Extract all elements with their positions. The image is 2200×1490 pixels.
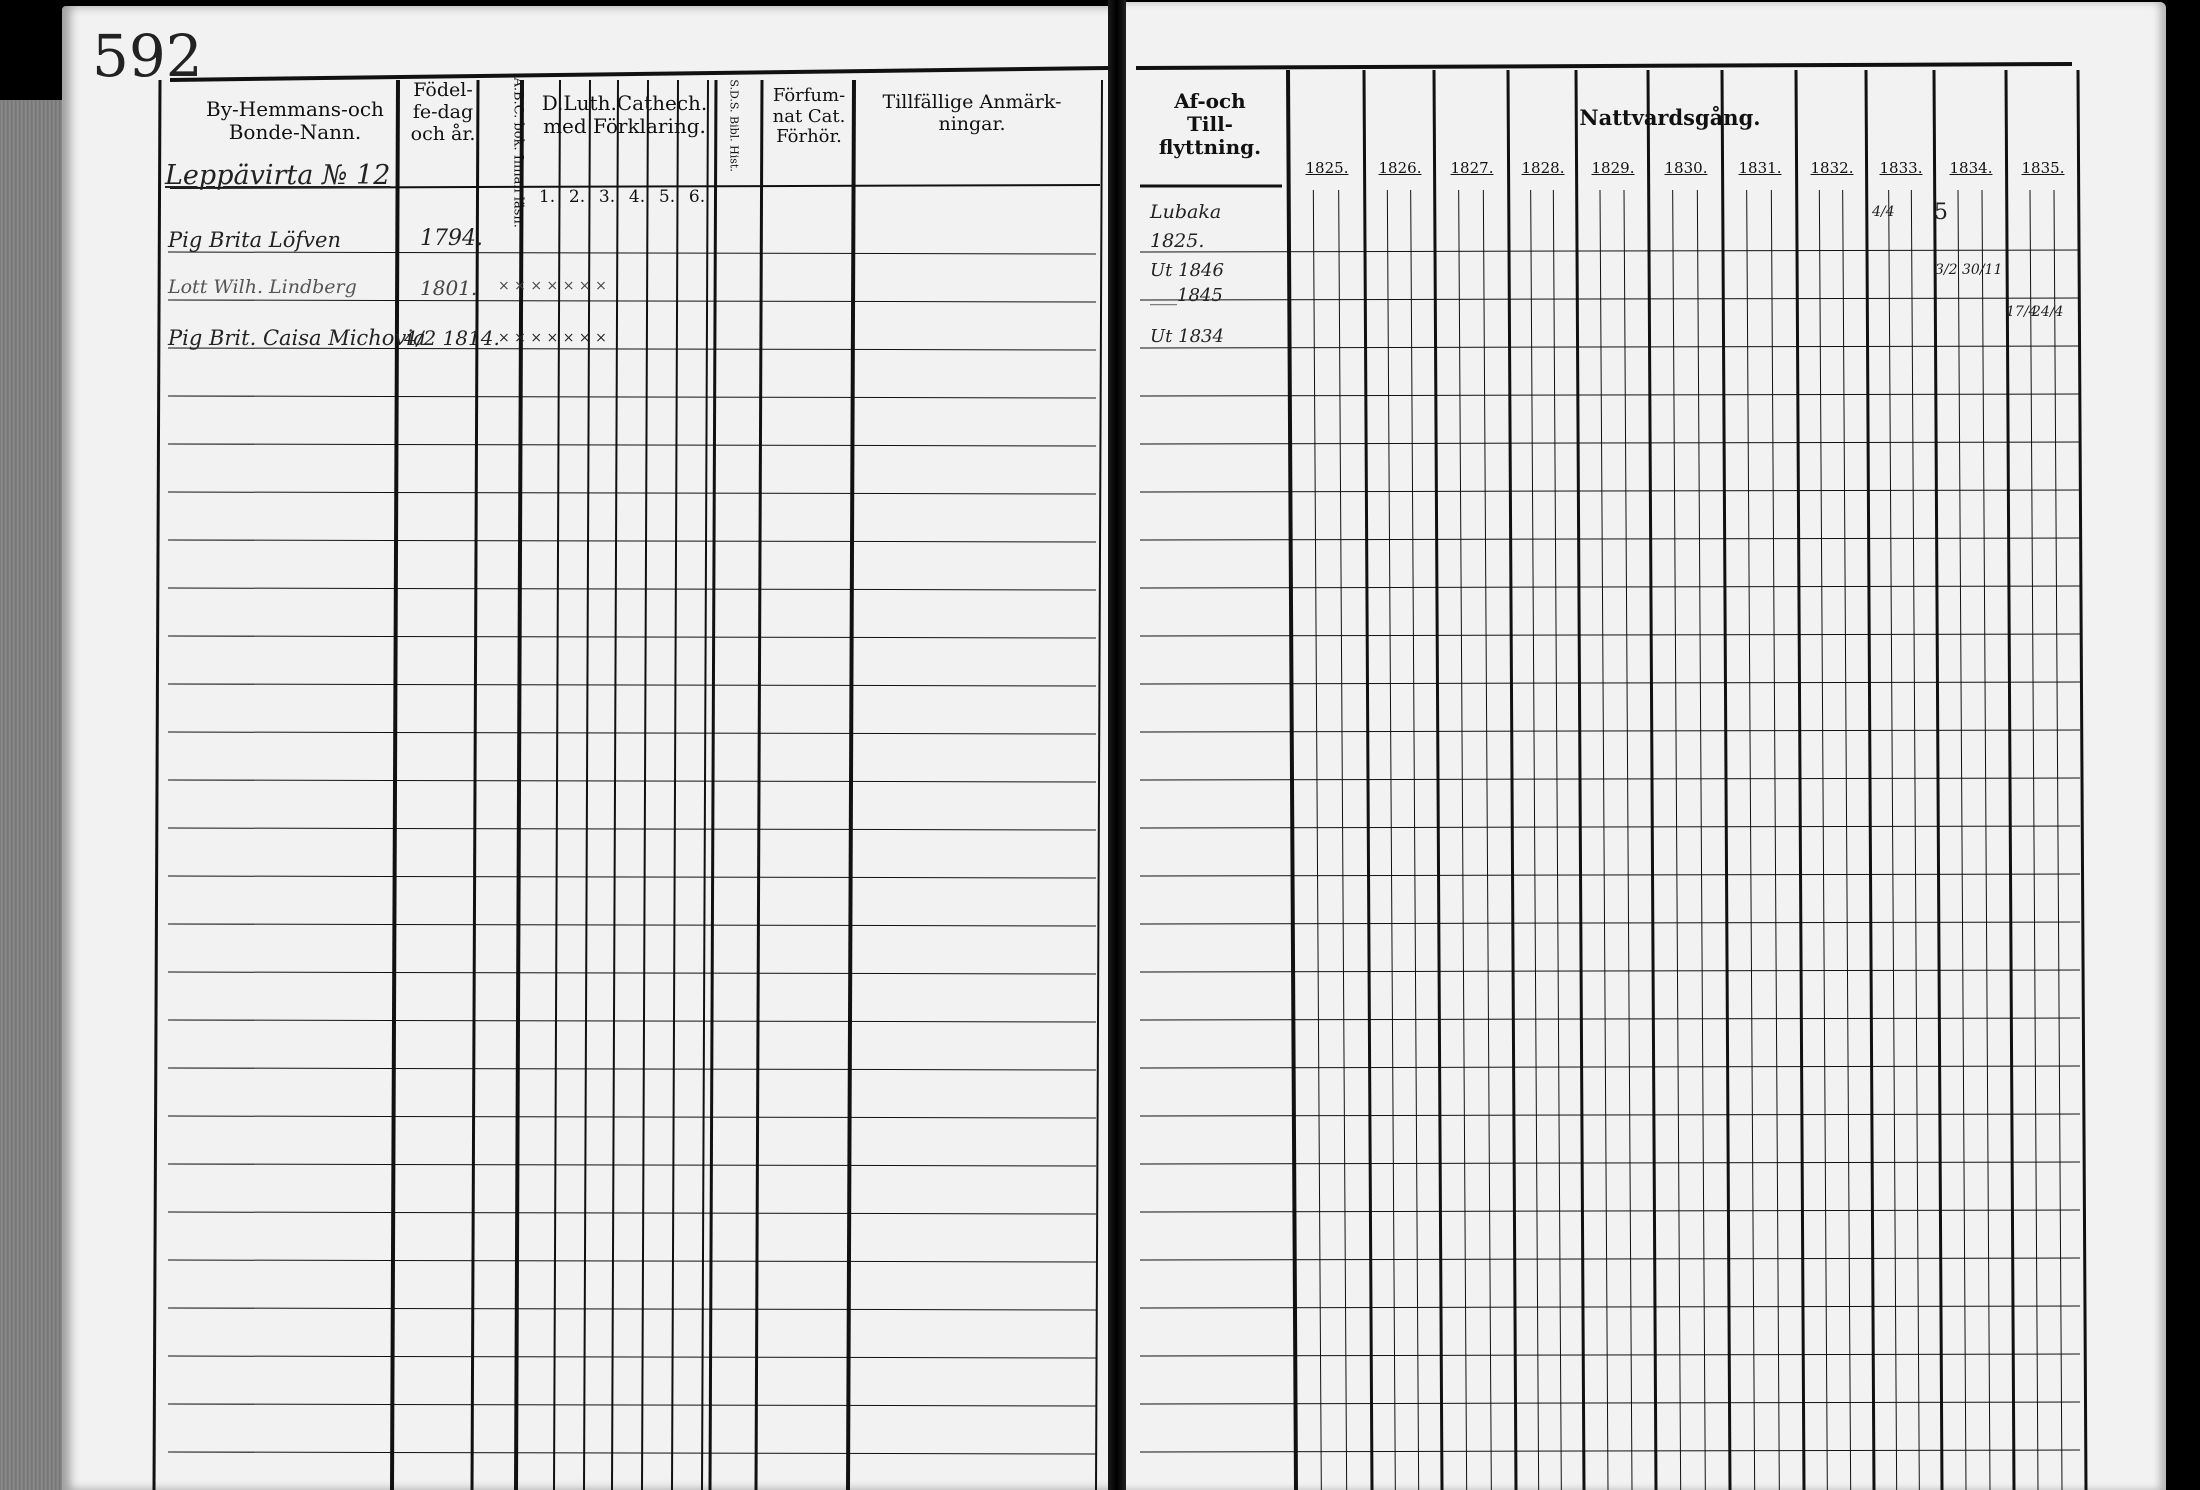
right-sub-line-9-2: [1911, 190, 1919, 1490]
page-number: 592: [92, 22, 203, 90]
cat-number-6: 6.: [688, 187, 706, 207]
entry-marks-3: × × × × × × ×: [498, 330, 607, 346]
right-sub-line-9-1: [1889, 190, 1897, 1490]
left-row-line-15: [168, 924, 1096, 926]
left-row-line-16: [168, 972, 1096, 974]
entry-move-1: Lubaka 1825.: [1150, 201, 1222, 252]
left-row-line-21: [168, 1212, 1096, 1214]
left-row-line-7: [168, 540, 1096, 542]
right-row-line-6: [1140, 490, 2080, 492]
left-top-rule: [170, 68, 1108, 80]
year-label-8: 1832.: [1810, 159, 1854, 177]
left-row-line-23: [168, 1308, 1096, 1310]
right-column-line-3: [1434, 70, 1442, 1490]
left-row-line-19: [168, 1116, 1096, 1118]
left-column-line-11: [710, 80, 716, 1490]
right-sub-line-2-1: [1387, 190, 1395, 1490]
left-row-line-17: [168, 1020, 1096, 1022]
entry-date-3b: 24/4: [2032, 304, 2064, 320]
entry-name-1: Pig Brita Löfven: [168, 228, 341, 252]
left-row-line-10: [168, 684, 1096, 686]
left-row-line-25: [168, 1404, 1096, 1406]
right-row-line-2: [1140, 298, 2080, 300]
entry-marks-2: × × × × × × ×: [498, 278, 607, 294]
right-row-line-4: [1140, 394, 2080, 396]
cat-number-1: 1.: [538, 187, 556, 207]
left-row-line-2: [168, 300, 1096, 302]
right-sub-line-7-1: [1747, 190, 1755, 1490]
year-label-7: 1831.: [1738, 159, 1782, 177]
left-column-line-14: [1096, 80, 1102, 1490]
entry-date-3a: 17/4: [2006, 304, 2038, 320]
right-column-line-5: [1576, 70, 1584, 1490]
year-label-11: 1835.: [2021, 159, 2065, 177]
left-column-line-8: [642, 80, 648, 1490]
left-column-line-13: [848, 80, 854, 1490]
left-column-line-7: [612, 80, 618, 1490]
right-sub-line-3-1: [1459, 190, 1467, 1490]
right-column-line-7: [1722, 70, 1730, 1490]
left-row-line-4: [168, 396, 1096, 398]
left-row-line-14: [168, 876, 1096, 878]
left-row-line-12: [168, 780, 1096, 782]
year-label-1: 1825.: [1305, 159, 1349, 177]
right-column-line-9: [1866, 70, 1874, 1490]
right-sub-line-6-1: [1673, 190, 1681, 1490]
right-column-line-4: [1508, 70, 1516, 1490]
cat-number-5: 5.: [658, 187, 676, 207]
right-sub-line-2-2: [1411, 190, 1419, 1490]
entry-birth-1: 1794.: [420, 226, 483, 251]
right-sub-line-3-2: [1483, 190, 1491, 1490]
header-small-col: S.D.S. Bibl. Hist.: [727, 79, 741, 172]
header-communion: Nattvardsgång.: [1579, 105, 1761, 130]
right-row-line-26: [1140, 1450, 2080, 1452]
right-sub-line-8-1: [1819, 190, 1827, 1490]
right-sub-line-7-2: [1771, 190, 1779, 1490]
right-row-line-23: [1140, 1306, 2080, 1308]
entry-name-2: Lott Wilh. Lindberg: [168, 276, 357, 298]
entry-date-1a: 4/4: [1872, 204, 1895, 220]
right-column-line-11: [2006, 70, 2014, 1490]
right-sub-line-5-1: [1600, 190, 1608, 1490]
right-column-line-10: [1934, 70, 1942, 1490]
right-sub-line-1-1: [1313, 190, 1321, 1490]
left-column-line-9: [672, 80, 678, 1490]
entry-move-2: Ut 1846 ___1845: [1150, 260, 1224, 307]
header-catechism: D.Luth.Cathech. med Förklaring.: [541, 91, 708, 138]
left-row-line-13: [168, 828, 1096, 830]
right-row-line-7: [1140, 538, 2080, 540]
right-sub-line-6-2: [1697, 190, 1705, 1490]
entry-move-3: Ut 1834: [1150, 326, 1224, 347]
right-sub-line-10-2: [1982, 190, 1990, 1490]
left-row-line-9: [168, 636, 1096, 638]
right-sub-line-4-1: [1531, 190, 1539, 1490]
year-label-3: 1827.: [1450, 159, 1494, 177]
right-row-line-3: [1140, 346, 2080, 348]
right-sub-line-5-2: [1624, 190, 1632, 1490]
header-abc-book: A.B.C. bok. Innan läsn.: [510, 77, 526, 228]
left-row-line-22: [168, 1260, 1096, 1262]
left-row-line-5: [168, 444, 1096, 446]
year-label-2: 1826.: [1378, 159, 1422, 177]
right-sub-line-1-2: [1339, 190, 1347, 1490]
right-sub-line-10-1: [1958, 190, 1966, 1490]
right-column-line-8: [1796, 70, 1804, 1490]
header-birth: Födel-fe-dag och år.: [410, 79, 476, 145]
right-row-line-25: [1140, 1402, 2080, 1404]
header-missed: Förfum-nat Cat. Förhör.: [772, 85, 846, 148]
header-moves: Af-och Till-flyttning.: [1158, 89, 1262, 159]
right-sub-line-11-2: [2054, 190, 2062, 1490]
right-row-line-24: [1140, 1354, 2080, 1356]
right-column-line-6: [1648, 70, 1656, 1490]
right-row-line-22: [1140, 1258, 2080, 1260]
left-column-line-2: [392, 80, 398, 1490]
right-row-line-9: [1140, 634, 2080, 636]
right-row-line-5: [1140, 442, 2080, 444]
entry-date-2b: 30/11: [1962, 262, 2003, 278]
right-sub-line-8-2: [1843, 190, 1851, 1490]
farm-name: Leppävirta № 12: [165, 160, 391, 191]
right-sub-line-11-1: [2030, 190, 2038, 1490]
right-top-rule: [1136, 64, 2072, 68]
left-row-line-1: [168, 252, 1096, 254]
year-label-10: 1834.: [1949, 159, 1993, 177]
entry-birth-2: 1801.: [420, 276, 478, 300]
year-label-4: 1828.: [1521, 159, 1565, 177]
cat-number-4: 4.: [628, 187, 646, 207]
left-column-line-12: [756, 80, 762, 1490]
entry-date-2a: 3/2: [1935, 262, 1958, 278]
left-row-line-24: [168, 1356, 1096, 1358]
left-row-line-18: [168, 1068, 1096, 1070]
right-row-line-8: [1140, 586, 2080, 588]
year-label-5: 1829.: [1591, 159, 1635, 177]
header-name: By-Hemmans-och Bonde-Nann.: [206, 97, 384, 144]
cat-number-3: 3.: [598, 187, 616, 207]
entry-birth-3: 4/2 1814.: [404, 326, 500, 350]
header-remarks: Tillfällige Anmärk-ningar.: [882, 91, 1062, 135]
left-row-line-11: [168, 732, 1096, 734]
cat-number-2: 2.: [568, 187, 586, 207]
year-label-6: 1830.: [1664, 159, 1708, 177]
right-row-line-10: [1140, 682, 2080, 684]
right-row-line-1: [1140, 250, 2080, 252]
entry-date-1b: 5: [1934, 200, 1948, 225]
left-column-line-1: [154, 80, 160, 1490]
right-sub-line-4-2: [1553, 190, 1561, 1490]
left-column-line-10: [702, 80, 708, 1490]
left-row-line-26: [168, 1452, 1096, 1454]
entry-name-3: Pig Brit. Caisa Michovia: [168, 326, 426, 350]
left-row-line-20: [168, 1164, 1096, 1166]
left-row-line-8: [168, 588, 1096, 590]
right-column-line-12: [2078, 70, 2086, 1490]
year-label-9: 1833.: [1879, 159, 1923, 177]
left-row-line-6: [168, 492, 1096, 494]
